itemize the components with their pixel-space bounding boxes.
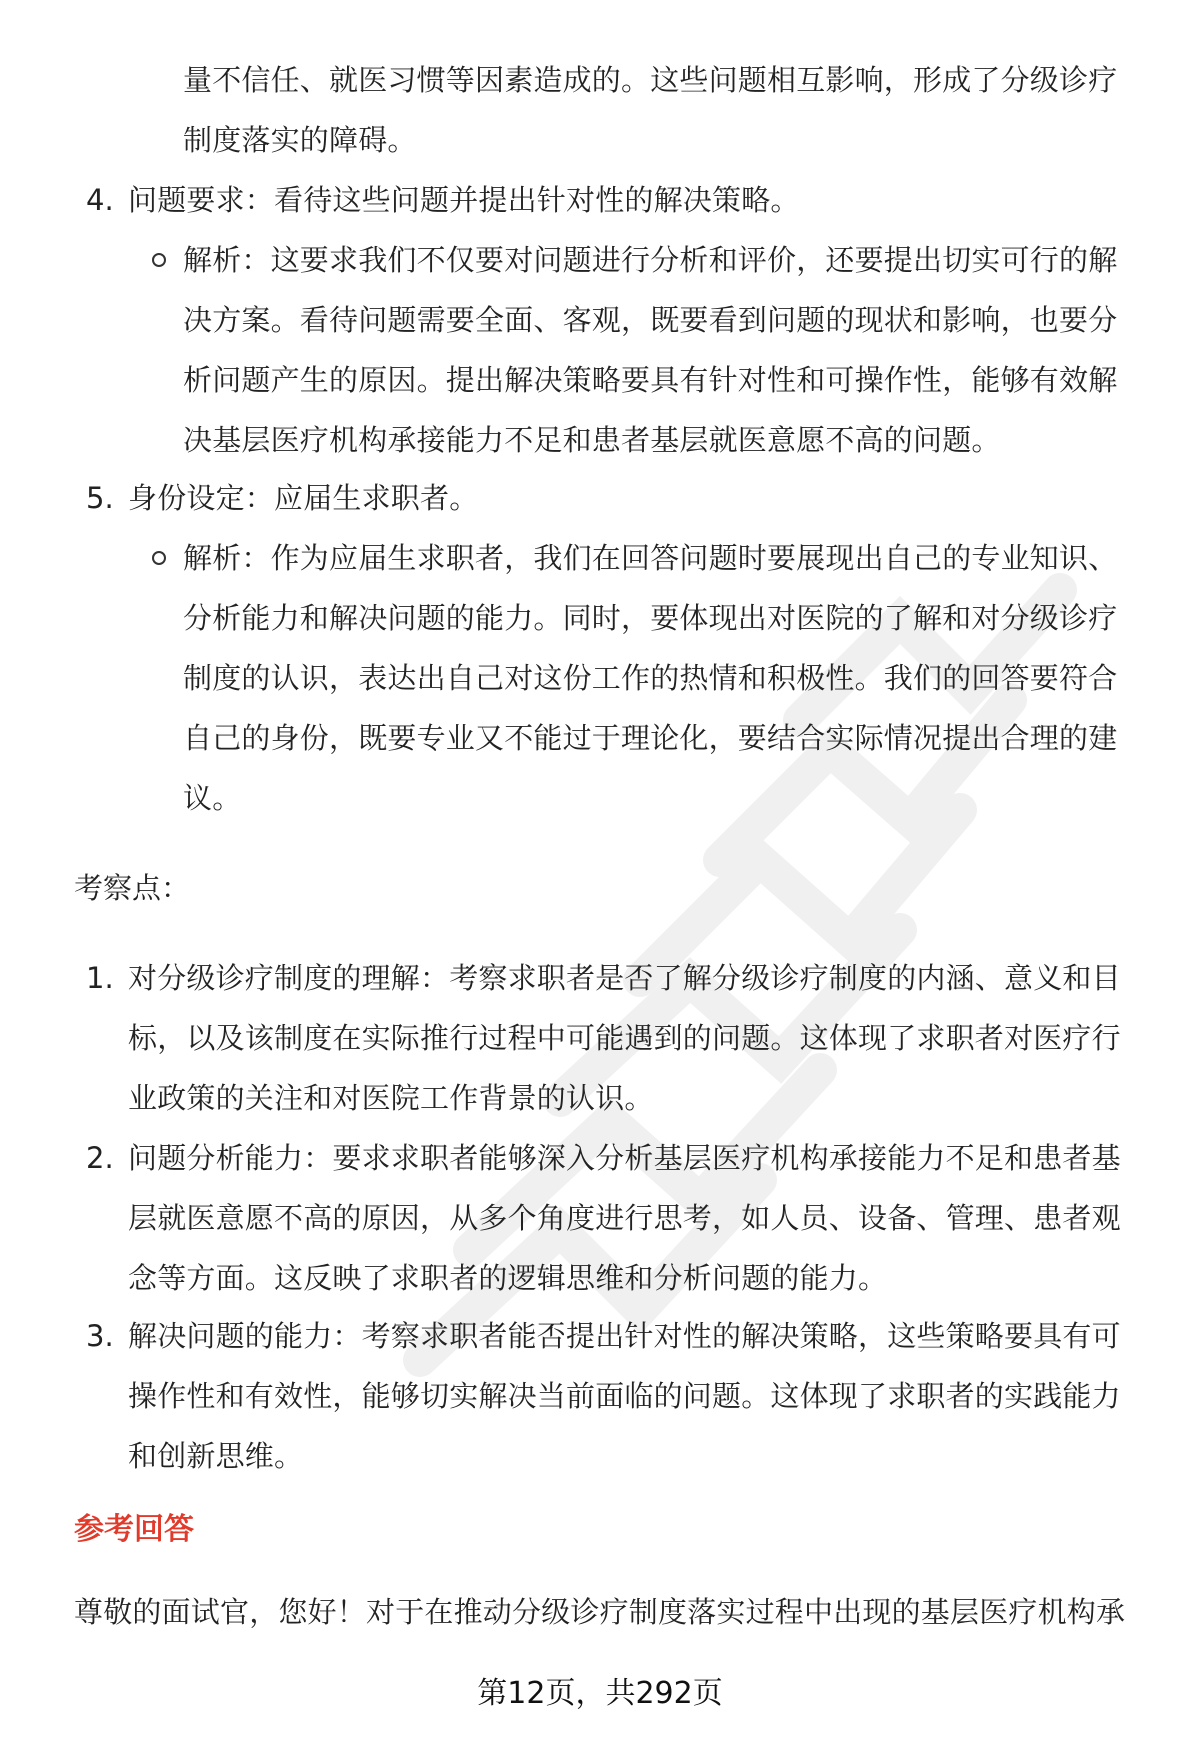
exam-item3-number: 3. xyxy=(86,1319,114,1353)
exam-item1-number: 1. xyxy=(86,961,114,995)
exam-item2-line-1: 问题分析能力：要求求职者能够深入分析基层医疗机构承接能力不足和患者基 xyxy=(128,1141,1121,1175)
item4-number: 4. xyxy=(86,183,114,217)
exam-item1-line-3: 业政策的关注和对医院工作背景的认识。 xyxy=(128,1081,654,1115)
exam-item3-line-3: 和创新思维。 xyxy=(128,1439,304,1473)
item5-number: 5. xyxy=(86,481,114,515)
exam-item3-line-1: 解决问题的能力：考察求职者能否提出针对性的解决策略，这些策略要具有可 xyxy=(128,1319,1121,1353)
item5-analysis-line-4: 自己的身份，既要专业又不能过于理论化，要结合实际情况提出合理的建 xyxy=(183,721,1118,755)
page-number-footer: 第12页，共292页 xyxy=(477,1676,723,1711)
exam-item1-line-2: 标，以及该制度在实际推行过程中可能遇到的问题。这体现了求职者对医疗行 xyxy=(128,1021,1121,1055)
exam-item2-line-2: 层就医意愿不高的原因，从多个角度进行思考，如人员、设备、管理、患者观 xyxy=(128,1201,1121,1235)
item5-title: 身份设定：应届生求职者。 xyxy=(128,481,479,515)
reference-answer-title: 参考回答 xyxy=(74,1512,194,1547)
item4-title: 问题要求：看待这些问题并提出针对性的解决策略。 xyxy=(128,183,800,217)
item3-line-1: 量不信任、就医习惯等因素造成的。这些问题相互影响，形成了分级诊疗 xyxy=(183,63,1118,97)
item4-bullet-icon xyxy=(152,253,166,267)
exam-item1-line-1: 对分级诊疗制度的理解：考察求职者是否了解分级诊疗制度的内涵、意义和目 xyxy=(128,961,1121,995)
exam-item3-line-2: 操作性和有效性，能够切实解决当前面临的问题。这体现了求职者的实践能力 xyxy=(128,1379,1121,1413)
item5-analysis-line-1: 解析：作为应届生求职者，我们在回答问题时要展现出自己的专业知识、 xyxy=(183,541,1118,575)
item4-analysis-line-3: 析问题产生的原因。提出解决策略要具有针对性和可操作性，能够有效解 xyxy=(183,363,1118,397)
exam-item2-number: 2. xyxy=(86,1141,114,1175)
exam-item2-line-3: 念等方面。这反映了求职者的逻辑思维和分析问题的能力。 xyxy=(128,1261,888,1295)
item4-analysis-line-2: 决方案。看待问题需要全面、客观，既要看到问题的现状和影响，也要分 xyxy=(183,303,1118,337)
reference-answer-first-line: 尊敬的面试官，您好！对于在推动分级诊疗制度落实过程中出现的基层医疗机构承 xyxy=(74,1595,1126,1629)
item5-bullet-icon xyxy=(152,551,166,565)
item5-analysis-line-3: 制度的认识，表达出自己对这份工作的热情和积极性。我们的回答要符合 xyxy=(183,661,1118,695)
item3-line-2: 制度落实的障碍。 xyxy=(183,123,417,157)
item4-analysis-line-4: 决基层医疗机构承接能力不足和患者基层就医意愿不高的问题。 xyxy=(183,423,1001,457)
exam-points-heading: 考察点： xyxy=(74,871,191,905)
item5-analysis-line-5: 议。 xyxy=(183,781,242,815)
item4-analysis-line-1: 解析：这要求我们不仅要对问题进行分析和评价，还要提出切实可行的解 xyxy=(183,243,1118,277)
item5-analysis-line-2: 分析能力和解决问题的能力。同时，要体现出对医院的了解和对分级诊疗 xyxy=(183,601,1118,635)
